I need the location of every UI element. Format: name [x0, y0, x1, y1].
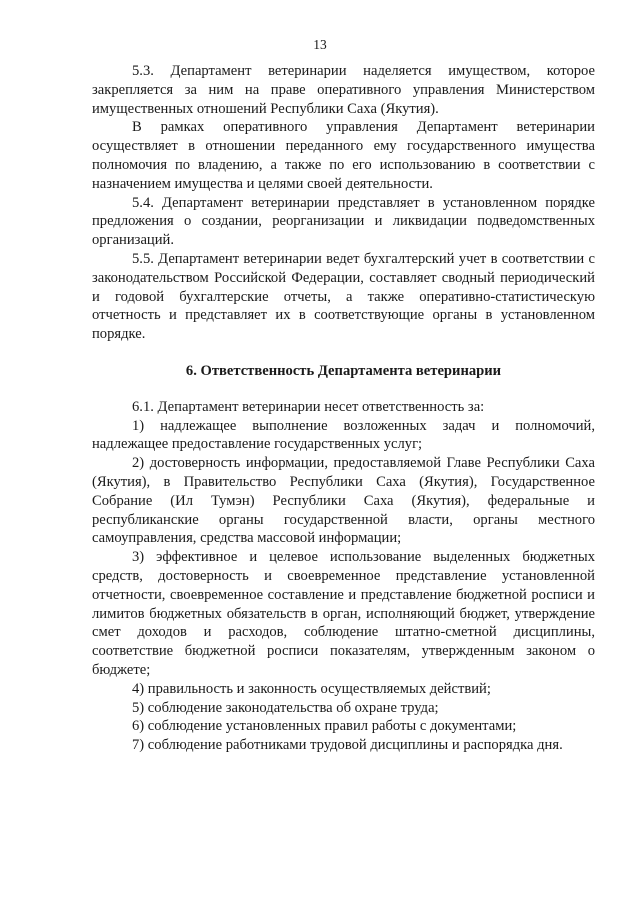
- paragraph-5-5: 5.5. Департамент ветеринарии ведет бухгалтерский учет в соответствии с законодательством Российской Федерации, составляет сводный периодический и годовой бухгалтерские отчеты, а также оперативно-статистическую отчетность и представляет их в соответствующие органы в установленном порядке.: [92, 250, 595, 343]
- list-item-4: 4) правильность и законность осуществляемых действий;: [132, 680, 491, 697]
- list-item-2: 2) достоверность информации, предоставляемой Главе Республики Саха (Якутия), в Правительство Республики Саха (Якутия), Государственное Собрание (Ил Тумэн) Республики Саха (Якутия), федеральные и республиканские органы государственной власти, органы местного самоуправления, средства массовой информации;: [92, 455, 595, 547]
- list-item-1: 1) надлежащее выполнение возложенных задач и полномочий, надлежащее предоставление государственных услуг;: [92, 417, 595, 453]
- paragraph-6-1: 6.1. Департамент ветеринарии несет ответственность за:: [132, 398, 485, 415]
- paragraph-5-3-operational: В рамках оперативного управления Департамент ветеринарии осуществляет в отношении переданного ему государственного имущества полномочия по владению, а также по его использованию в соответствии с назначением имущества и целями своей деятельности.: [92, 119, 595, 192]
- paragraph-5-3: 5.3. Департамент ветеринарии наделяется имуществом, которое закрепляется за ним на праве оперативного управления Министерством имущественных отношений Республики Саха (Якутия).: [92, 63, 595, 117]
- document-body: [92, 62, 595, 755]
- list-item-5: 5) соблюдение законодательства об охране труда;: [132, 699, 439, 716]
- paragraph-5-4: 5.4. Департамент ветеринарии представляет в установленном порядке предложения о создании, реорганизации и ликвидации подведомственных организаций.: [92, 194, 595, 249]
- list-item-7: 7) соблюдение работниками трудовой дисциплины и распорядка дня.: [132, 737, 563, 754]
- list-item-6: 6) соблюдение установленных правил работы с документами;: [132, 718, 517, 735]
- list-item-3: 3) эффективное и целевое использование выделенных бюджетных средств, достоверность и своевременное представление установленной отчетности, своевременное составление и представление бюджетной росписи и лимитов бюджетных обязательств в орган, исполняющий бюджет, утверждение смет доходов и расходов, соблюдение штатно-сметной дисциплины, соответствие бюджетной росписи показателям, утвержденным законом о бюджете;: [92, 549, 595, 678]
- section-6-heading: 6. Ответственность Департамента ветеринарии: [185, 362, 502, 379]
- page-number: 13: [313, 37, 327, 52]
